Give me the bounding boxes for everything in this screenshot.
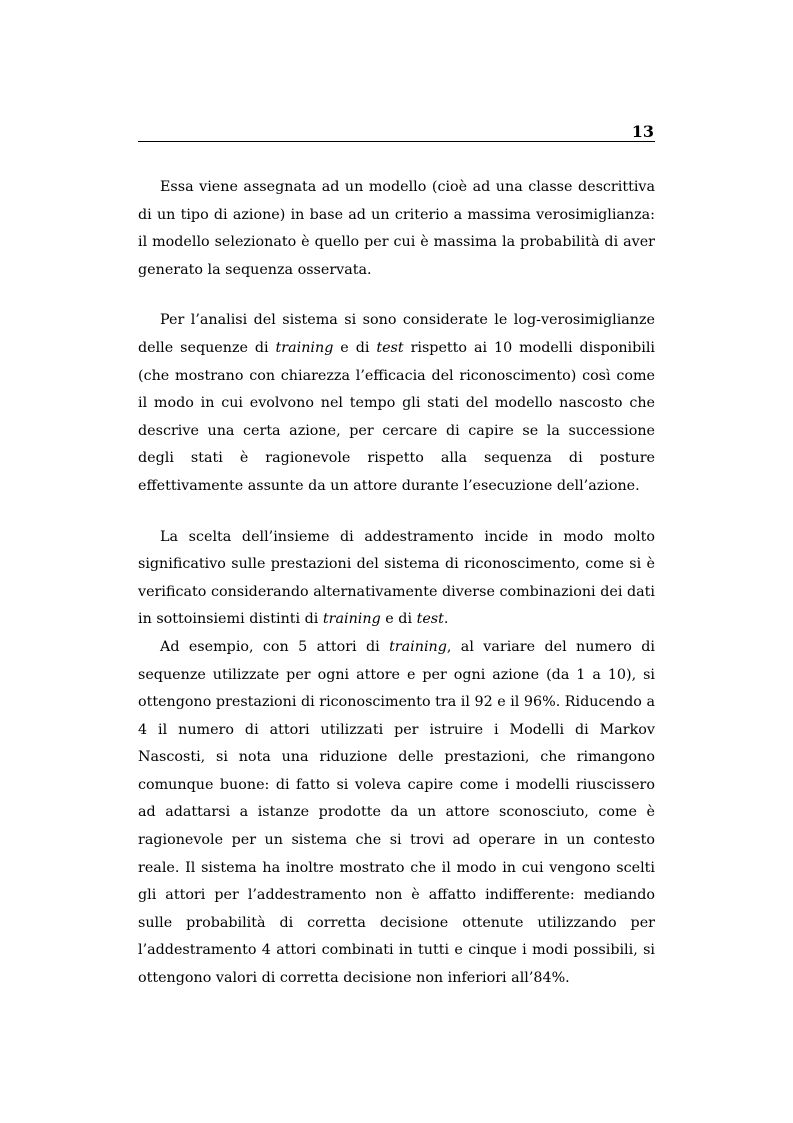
header-rule (138, 141, 655, 142)
text-segment: , al variare del numero di sequenze utilizzate per ogni attore e per ogni azione (da 1 a 10), si ottengono prestazioni di riconoscimento tra il 92 e il 96%. Riducendo a 4 il numero di attori utilizzati per istruire i Modelli di Markov Nascosti, si nota una riduzione delle prestazioni, che rimangono comunque buone: di fatto si voleva capire come i modelli riuscissero ad adattarsi a istanze prodotte da un attore sconosciuto, come è ragionevole per un sistema che si trovi ad operare in un contesto reale. Il sistema ha inoltre mostrato che il modo in cui vengono scelti gli attori per l’addestramento non è affatto indifferente: mediando sulle probabilità di corretta decisione ottenute utilizzando per l’addestramento 4 attori combinati in tutti e cinque i modi possibili, si ottengono valori di corretta decisione non inferiori all’84%. (138, 638, 655, 987)
paragraph-1 (138, 174, 655, 284)
text-segment: Essa viene assegnata ad un modello (cioè ad una classe descrittiva di un tipo di azione) in base ad un criterio a massima verosimiglianza: il modello selezionato è quello per cui è massima la probabilità di aver generato la sequenza osservata. (138, 179, 655, 278)
paragraph-3 (138, 524, 655, 634)
body-text (138, 174, 655, 993)
text-segment: Per l’analisi del sistema si sono considerate le log-verosimiglianze delle sequenze di (138, 312, 655, 356)
paragraph-2 (138, 307, 655, 500)
text-segment: e di (380, 611, 417, 628)
text-segment: e di (333, 339, 377, 356)
italic-term: training (275, 339, 334, 356)
text-segment: Ad esempio, con 5 attori di (160, 638, 390, 655)
paragraph-4 (138, 634, 655, 993)
text-segment: . (443, 611, 449, 628)
text-segment: rispetto ai 10 modelli disponibili (che mostrano con chiarezza l’efficacia del riconoscimento) così come il modo in cui evolvono nel tempo gli stati del modello nascosto che descrive una certa azione, per cercare di capire se la successione degli stati è ragionevole rispetto alla sequenza di posture effettivamente assunte da un attore durante l’esecuzione dell’azione. (138, 339, 655, 494)
italic-term: training (389, 638, 447, 655)
italic-term: test (416, 611, 444, 628)
page-number: 13 (631, 122, 654, 141)
italic-term: training (322, 611, 381, 628)
text-segment: La scelta dell’insieme di addestramento incide in modo molto significativo sulle prestazioni del sistema di riconoscimento, come si è verificato considerando alternativamente diverse combinazioni dei dati in sottoinsiemi distinti di (138, 528, 655, 628)
italic-term: test (376, 339, 404, 356)
